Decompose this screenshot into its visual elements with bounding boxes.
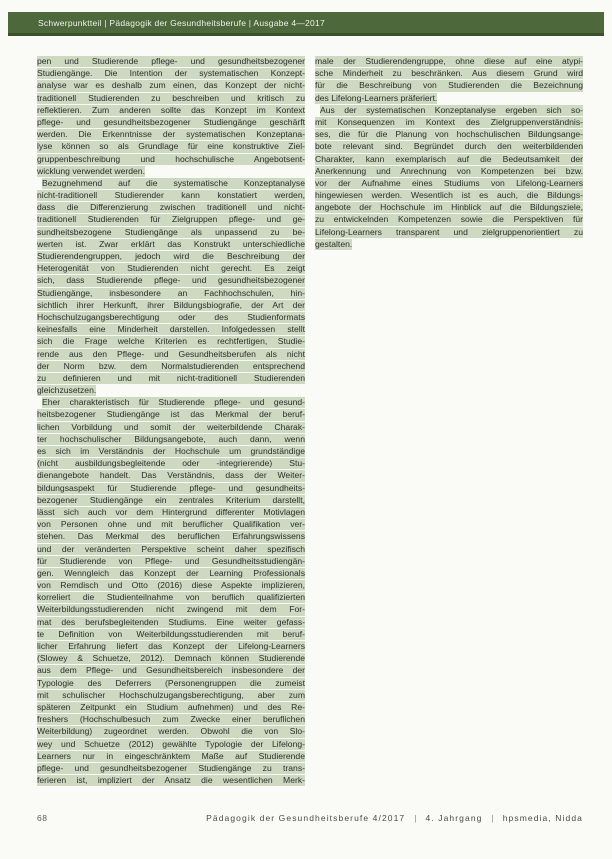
highlighted-text: zu entwickelnden Kompetenzen sowie die Perspektiven für <box>315 214 583 225</box>
highlighted-text: traditionell Studierenden zu beschreiben und kritisch zu <box>37 92 305 103</box>
highlighted-text: lässt sich auch vor dem Hintergrund differenter Motivlagen <box>37 506 305 517</box>
highlighted-text: von Remdisch und Otto (2016) diese Aspekte implizieren, <box>37 580 305 591</box>
highlighted-text: Weiterbildung) zugeordnet werden. Obwohl die von Slo- <box>37 726 305 737</box>
text-line <box>37 689 305 701</box>
text-line <box>315 140 583 152</box>
paragraph <box>37 177 305 396</box>
text-line <box>315 153 583 165</box>
highlighted-text: mit Konsequenzen im Kontext des Zielgruppenverständnis- <box>315 116 583 127</box>
highlighted-text: bildungsaspekt für Studierende pflege- und gesundheits- <box>37 482 305 493</box>
highlighted-text: aus dem Pflege- und Gesundheitsbereich insbesondere der <box>37 665 305 676</box>
highlighted-text: zu definieren und mit nicht-traditionell Studierenden <box>37 372 305 383</box>
text-line <box>315 213 583 225</box>
highlighted-text: keinesfalls eine Minderheit darstellen. Infolgedessen stellt <box>37 324 305 335</box>
paragraph <box>37 55 305 177</box>
text-line <box>37 348 305 360</box>
highlighted-text: stehen. Das Merkmal des beruflichen Erfahrungswissens <box>37 531 305 542</box>
highlighted-text: vor der Aufnahme eines Studiums von Lifelong-Learners <box>315 177 583 188</box>
footer-journal-title: Pädagogik der Gesundheitsberufe 4/2017 <box>206 813 406 823</box>
text-line <box>37 189 305 201</box>
footer-publisher: hpsmedia, Nidda <box>502 813 583 823</box>
text-column-left <box>37 55 305 786</box>
text-line <box>37 311 305 323</box>
text-line <box>37 55 305 67</box>
footer-meta <box>206 813 583 823</box>
text-line <box>37 238 305 250</box>
highlighted-text: wicklung verwendet werden. <box>37 165 145 176</box>
text-line <box>37 67 305 79</box>
highlighted-text: Bezugnehmend auf die systematische Konzeptanalyse <box>42 177 305 188</box>
text-line <box>315 67 583 79</box>
text-line <box>37 738 305 750</box>
text-line <box>37 262 305 274</box>
highlighted-text: sich die Frage welche Kriterien es rechtfertigen, Studie- <box>37 336 305 347</box>
highlighted-text: ferieren ist, impliziert der Ansatz die wesentlichen Merk- <box>37 775 305 786</box>
highlighted-text: gen. Wenngleich das Konzept der Learning Professionals <box>37 567 305 578</box>
text-line <box>37 530 305 542</box>
highlighted-text: traditionell Studierenden für Zielgruppen pflege- und ge- <box>37 214 305 225</box>
highlighted-text: angebote der Hochschule im Hinblick auf die Bildungsziele, <box>315 202 583 213</box>
highlighted-text: Lifelong-Learners transparent und zielgruppenorientiert zu <box>315 226 583 237</box>
text-line <box>37 518 305 530</box>
text-line <box>37 591 305 603</box>
text-line <box>37 140 305 152</box>
text-line <box>37 396 305 408</box>
highlighted-text: gestalten. <box>315 238 353 249</box>
paragraph <box>37 396 305 786</box>
page-number: 68 <box>37 813 48 823</box>
highlighted-text: sich, dass Studierende pflege- und gesundheitsbezogener <box>37 275 305 286</box>
highlighted-text: von Personen ohne und mit beruflicher Qualifikation ver- <box>37 519 305 530</box>
text-line <box>37 567 305 579</box>
text-line <box>37 482 305 494</box>
header-title: Schwerpunktteil | Pädagogik der Gesundheitsberufe | Ausgabe 4—2017 <box>38 17 325 28</box>
text-line <box>37 384 305 396</box>
text-line <box>37 494 305 506</box>
highlighted-text: des Lifelong-Learners präferiert. <box>315 92 438 103</box>
highlighted-text: te Definition von Weiterbildungsstudierenden mit beruf- <box>37 628 305 639</box>
highlighted-text: (nicht ausbildungsbegleitende oder -integrierende) Stu- <box>37 458 305 469</box>
highlighted-text: es sich im Verständnis der Hochschule um grundständige <box>37 446 305 456</box>
text-line <box>315 55 583 67</box>
highlighted-text: sche Minderheit zu beschränken. Aus diesem Grund wird <box>315 68 583 79</box>
text-line <box>37 165 305 177</box>
text-line <box>37 677 305 689</box>
text-line <box>37 226 305 238</box>
highlighted-text: werden. Die Erkenntnisse der systematischen Konzeptana- <box>37 129 305 140</box>
highlighted-text: Aus der systematischen Konzeptanalyse ergeben sich so- <box>320 104 583 115</box>
paragraph <box>315 55 583 104</box>
text-line <box>37 177 305 189</box>
highlighted-text: korreliert die Studienteilnahme von beruflich qualifizierten <box>37 592 305 603</box>
text-line <box>37 433 305 445</box>
text-line <box>37 335 305 347</box>
text-line <box>37 372 305 384</box>
text-line <box>315 177 583 189</box>
highlighted-text: freshers (Hochschulbesuch zum Zwecke einer beruflichen <box>37 714 305 725</box>
highlighted-text: werten ist. Zwar erklärt das Konstrukt unterschiedliche <box>37 238 305 249</box>
text-line <box>37 652 305 664</box>
text-line <box>37 750 305 762</box>
highlighted-text: wey und Schuetze (2012) gewählte Typologie der Lifelong- <box>37 738 305 749</box>
text-line <box>315 116 583 128</box>
highlighted-text: Learners nur in eingeschränktem Maße auf Studierende <box>37 750 305 761</box>
highlighted-text: und der veränderten Perspektive scheint daher spezifisch <box>37 543 305 554</box>
text-line <box>37 579 305 591</box>
highlighted-text: Anerkennung und Anrechnung von Kompetenzen bei bzw. <box>315 165 583 176</box>
highlighted-text: Studierendengruppen, jedoch wird die Beschreibung der <box>37 251 305 261</box>
text-line <box>37 408 305 420</box>
highlighted-text: mit schulischer Hochschulzugangsberechtigung, aber zum <box>37 689 305 700</box>
paragraph <box>315 104 583 250</box>
highlighted-text: Heterogenität von Studierenden nicht gerecht. Es zeigt <box>37 263 305 274</box>
footer <box>37 813 583 823</box>
highlighted-text: rende aus den Pflege- und Gesundheitsberufen als nicht <box>37 348 305 359</box>
highlighted-text: pen und Studierende pflege- und gesundheitsbezogener <box>37 56 305 66</box>
text-line <box>37 213 305 225</box>
highlighted-text: sundheitsbezogene Studiengänge als unpassend zu be- <box>37 226 305 237</box>
highlighted-text: Charakter, kann exemplarisch auf die Bedeutsamkeit der <box>315 153 583 164</box>
highlighted-text: reflektieren. Zum anderen sollte das Konzept im Kontext <box>37 104 305 115</box>
text-line <box>37 616 305 628</box>
footer-volume: 4. Jahrgang <box>425 813 483 823</box>
text-line <box>37 360 305 372</box>
highlighted-text: dass die Differenzierung zwischen traditionell und nicht- <box>37 202 305 213</box>
text-line <box>37 628 305 640</box>
text-line <box>37 201 305 213</box>
highlighted-text: ter hochschulischer Bildungsangebote, auch dann, wenn <box>37 433 305 444</box>
text-line <box>37 774 305 786</box>
highlighted-text: ses, die für die Planung von hochschulischen Bildungsange- <box>315 129 583 140</box>
text-line <box>37 79 305 91</box>
text-line <box>37 543 305 555</box>
highlighted-text: lichen Vorbildung und somit der weiterbildende Charak- <box>37 421 305 432</box>
text-line <box>315 79 583 91</box>
text-line <box>37 713 305 725</box>
text-line <box>37 603 305 615</box>
highlighted-text: Studiengänge, insbesondere an Fachhochschulen, hin- <box>37 287 305 298</box>
text-line <box>37 701 305 713</box>
highlighted-text: Hochschulzugangsberechtigung oder des Studienformats <box>37 311 305 322</box>
highlighted-text: gleichzusetzen. <box>37 385 97 396</box>
text-line <box>37 323 305 335</box>
highlighted-text: sichtlich ihrer Herkunft, ihrer Bildungsbiografie, der Art der <box>37 299 305 310</box>
text-line <box>315 165 583 177</box>
text-column-right <box>315 55 583 786</box>
text-line <box>37 640 305 652</box>
highlighted-text: Weiterbildungsstudierenden nicht zwingend mit dem For- <box>37 604 305 615</box>
text-line <box>37 104 305 116</box>
highlighted-text: (Slowey & Schuetze, 2012). Demnach können Studierende <box>37 653 305 664</box>
highlighted-text: heitsbezogener Studiengänge ist das Merkmal der beruf- <box>37 409 305 420</box>
text-line <box>37 299 305 311</box>
highlighted-text: pflege- und gesundheitsbezogener Studiengänge zu trans- <box>37 762 305 773</box>
header-bar <box>8 12 604 36</box>
highlighted-text: dienangebote handelt. Das Verständnis, dass der Weiter- <box>37 470 305 481</box>
footer-separator: | <box>414 813 417 823</box>
text-line <box>37 128 305 140</box>
highlighted-text: für die Beschreibung von Studierenden die Bezeichnung <box>315 80 583 91</box>
text-line <box>37 250 305 262</box>
text-line <box>37 469 305 481</box>
highlighted-text: nicht-traditionell Studierender kann konstatiert werden, <box>37 190 305 201</box>
highlighted-text: analyse war es deshalb zum einen, das Konzept der nicht- <box>37 80 305 91</box>
footer-separator: | <box>491 813 494 823</box>
highlighted-text: pflege- und gesundheitsbezogener Studiengänge geschärft <box>37 116 305 127</box>
text-line <box>37 274 305 286</box>
text-columns <box>37 55 583 786</box>
text-line <box>315 201 583 213</box>
text-line <box>315 226 583 238</box>
text-line <box>315 189 583 201</box>
text-line <box>37 92 305 104</box>
text-line <box>315 238 583 250</box>
text-line <box>37 457 305 469</box>
highlighted-text: mat des berufsbegleitenden Studiums. Eine weiter gefass- <box>37 616 305 627</box>
text-line <box>37 153 305 165</box>
text-line <box>315 92 583 104</box>
text-line <box>37 762 305 774</box>
highlighted-text: der Norm bzw. dem Normalstudierenden entsprechend <box>37 360 305 371</box>
highlighted-text: bezogener Studiengänge ein zentrales Kriterium darstellt, <box>37 494 305 505</box>
text-line <box>37 725 305 737</box>
highlighted-text: späteren Zeitpunkt ein Studium aufnehmen) und des Re- <box>37 701 305 712</box>
highlighted-text: licher Erfahrung liefert das Konzept der Lifelong-Learners <box>37 641 305 651</box>
text-line <box>315 104 583 116</box>
text-line <box>37 506 305 518</box>
text-line <box>315 128 583 140</box>
text-line <box>37 421 305 433</box>
highlighted-text: lyse können so als Grundlage für eine konstruktive Ziel- <box>37 141 305 152</box>
highlighted-text: für Studierende von Pflege- und Gesundheitsstudiengän- <box>37 555 305 566</box>
highlighted-text: Typologie des Deferrers (Personengruppen die zumeist <box>37 677 305 688</box>
highlighted-text: male der Studierendengruppe, ohne diese auf eine atypi- <box>315 56 583 66</box>
text-line <box>37 116 305 128</box>
highlighted-text: gruppenbeschreibung und hochschulische Angebotsent- <box>37 153 305 164</box>
highlighted-text: Studiengänge. Die Intention der systematischen Konzept- <box>37 68 305 79</box>
text-line <box>37 287 305 299</box>
highlighted-text: hingewiesen werden. Wesentlich ist es auch, die Bildungs- <box>315 190 583 201</box>
text-line <box>37 555 305 567</box>
highlighted-text: bote relevant sind. Begründet durch den weiterbildenden <box>315 141 583 152</box>
highlighted-text: Eher charakteristisch für Studierende pflege- und gesund- <box>42 397 305 408</box>
text-line <box>37 445 305 457</box>
text-line <box>37 664 305 676</box>
